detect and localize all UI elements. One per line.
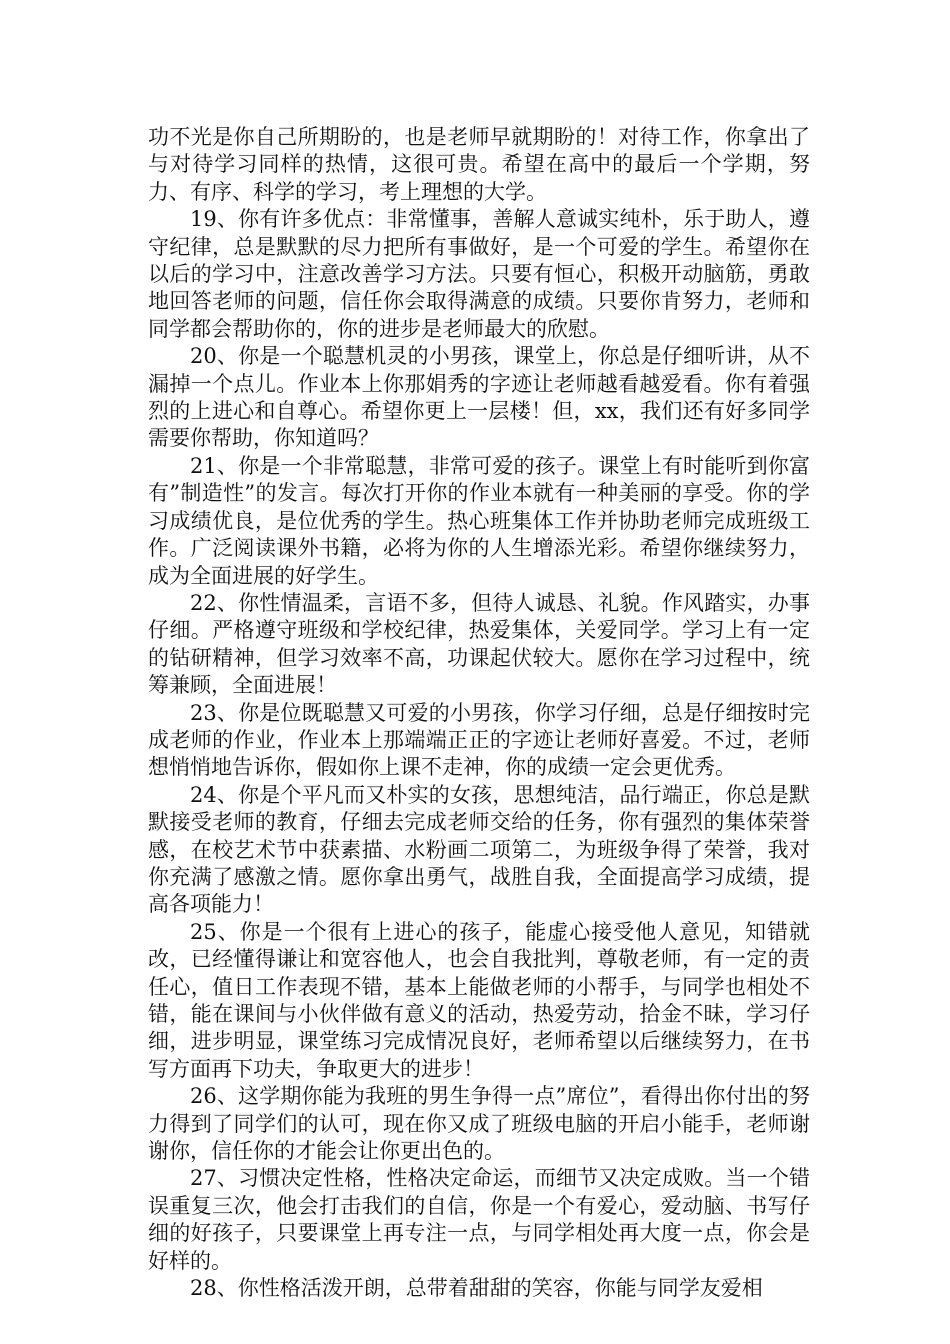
- document-page: [148, 124, 810, 1302]
- paragraph-comment-25: 25、你是一个很有上进心的孩子，能虚心接受他人意见，知错就改，已经懂得谦让和宽容他人，也会自我批判，尊敬老师，有一定的责任心，值日工作表现不错，基本上能做老师的小帮手，与同学也相处不错，能在课间与小伙伴做有意义的活动，热爱劳动，拾金不昧，学习仔细，进步明显，课堂练习完成情况良好，老师希望以后继续努力，在书写方面再下功夫，争取更大的进步！: [148, 919, 810, 1081]
- paragraph-continued: 功不光是你自己所期盼的，也是老师早就期盼的！对待工作，你拿出了与对待学习同样的热情，这很可贵。希望在高中的最后一个学期，努力、有序、科学的学习，考上理想的大学。: [148, 125, 810, 204]
- paragraph-comment-24: 24、你是个平凡而又朴实的女孩，思想纯洁，品行端正，你总是默默接受老师的教育，仔细去完成老师交给的任务，你有强烈的集体荣誉感，在校艺术节中获素描、水粉画二项第二，为班级争得了荣誉，我对你充满了感激之情。愿你拿出勇气，战胜自我，全面提高学习成绩，提高各项能力！: [148, 782, 810, 917]
- paragraph-comment-19: 19、你有许多优点：非常懂事，善解人意诚实纯朴，乐于助人，遵守纪律，总是默默的尽力把所有事做好，是一个可爱的学生。希望你在以后的学习中，注意改善学习方法。只要有恒心，积极开动脑筋，勇敢地回答老师的问题，信任你会取得满意的成绩。只要你肯努力，老师和同学都会帮助你的，你的进步是老师最大的欣慰。: [148, 207, 810, 341]
- paragraph-comment-26: 26、这学期你能为我班的男生争得一点”席位”，看得出你付出的努力得到了同学们的认可，现在你又成了班级电脑的开启小能手，老师谢谢你，信任你的才能会让你更出色的。: [148, 1084, 810, 1164]
- paragraph-comment-28: 28、你性格活泼开朗，总带着甜甜的笑容，你能与同学友爱相: [190, 1276, 763, 1301]
- paragraph-comment-21: 21、你是一个非常聪慧，非常可爱的孩子。课堂上有时能听到你富有”制造性”的发言。每次打开你的作业本就有一种美丽的享受。你的学习成绩优良，是位优秀的学生。热心班集体工作并协助老师完成班级工作。广泛阅读课外书籍，必将为你的人生增添光彩。希望你继续努力，成为全面进展的好学生。: [148, 453, 810, 588]
- paragraph-comment-23: 23、你是位既聪慧又可爱的小男孩，你学习仔细，总是仔细按时完成老师的作业，作业本上那端端正正的字迹让老师好喜爱。不过，老师想悄悄地告诉你，假如你上课不走神，你的成绩一定会更优秀。: [148, 700, 810, 780]
- paragraph-comment-27: 27、习惯决定性格，性格决定命运，而细节又决定成败。当一个错误重复三次，他会打击我们的自信，你是一个有爱心，爱动脑、书写仔细的好孩子，只要课堂上再专注一点，与同学相处再大度一点，你会是好样的。: [148, 1166, 810, 1273]
- paragraph-comment-20: 20、你是一个聪慧机灵的小男孩，课堂上，你总是仔细听讲，从不漏掉一个点儿。作业本上你那娟秀的字迹让老师越看越爱看。你有着强烈的上进心和自尊心。希望你更上一层楼！但，xx，我们还有好多同学需要你帮助，你知道吗？: [148, 344, 810, 451]
- paragraph-comment-22: 22、你性情温柔，言语不多，但待人诚恳、礼貌。作风踏实，办事仔细。严格遵守班级和学校纪律，热爱集体，关爱同学。学习上有一定的钻研精神，但学习效率不高，功课起伏较大。愿你在学习过程中，统筹兼顾，全面进展！: [148, 590, 810, 698]
